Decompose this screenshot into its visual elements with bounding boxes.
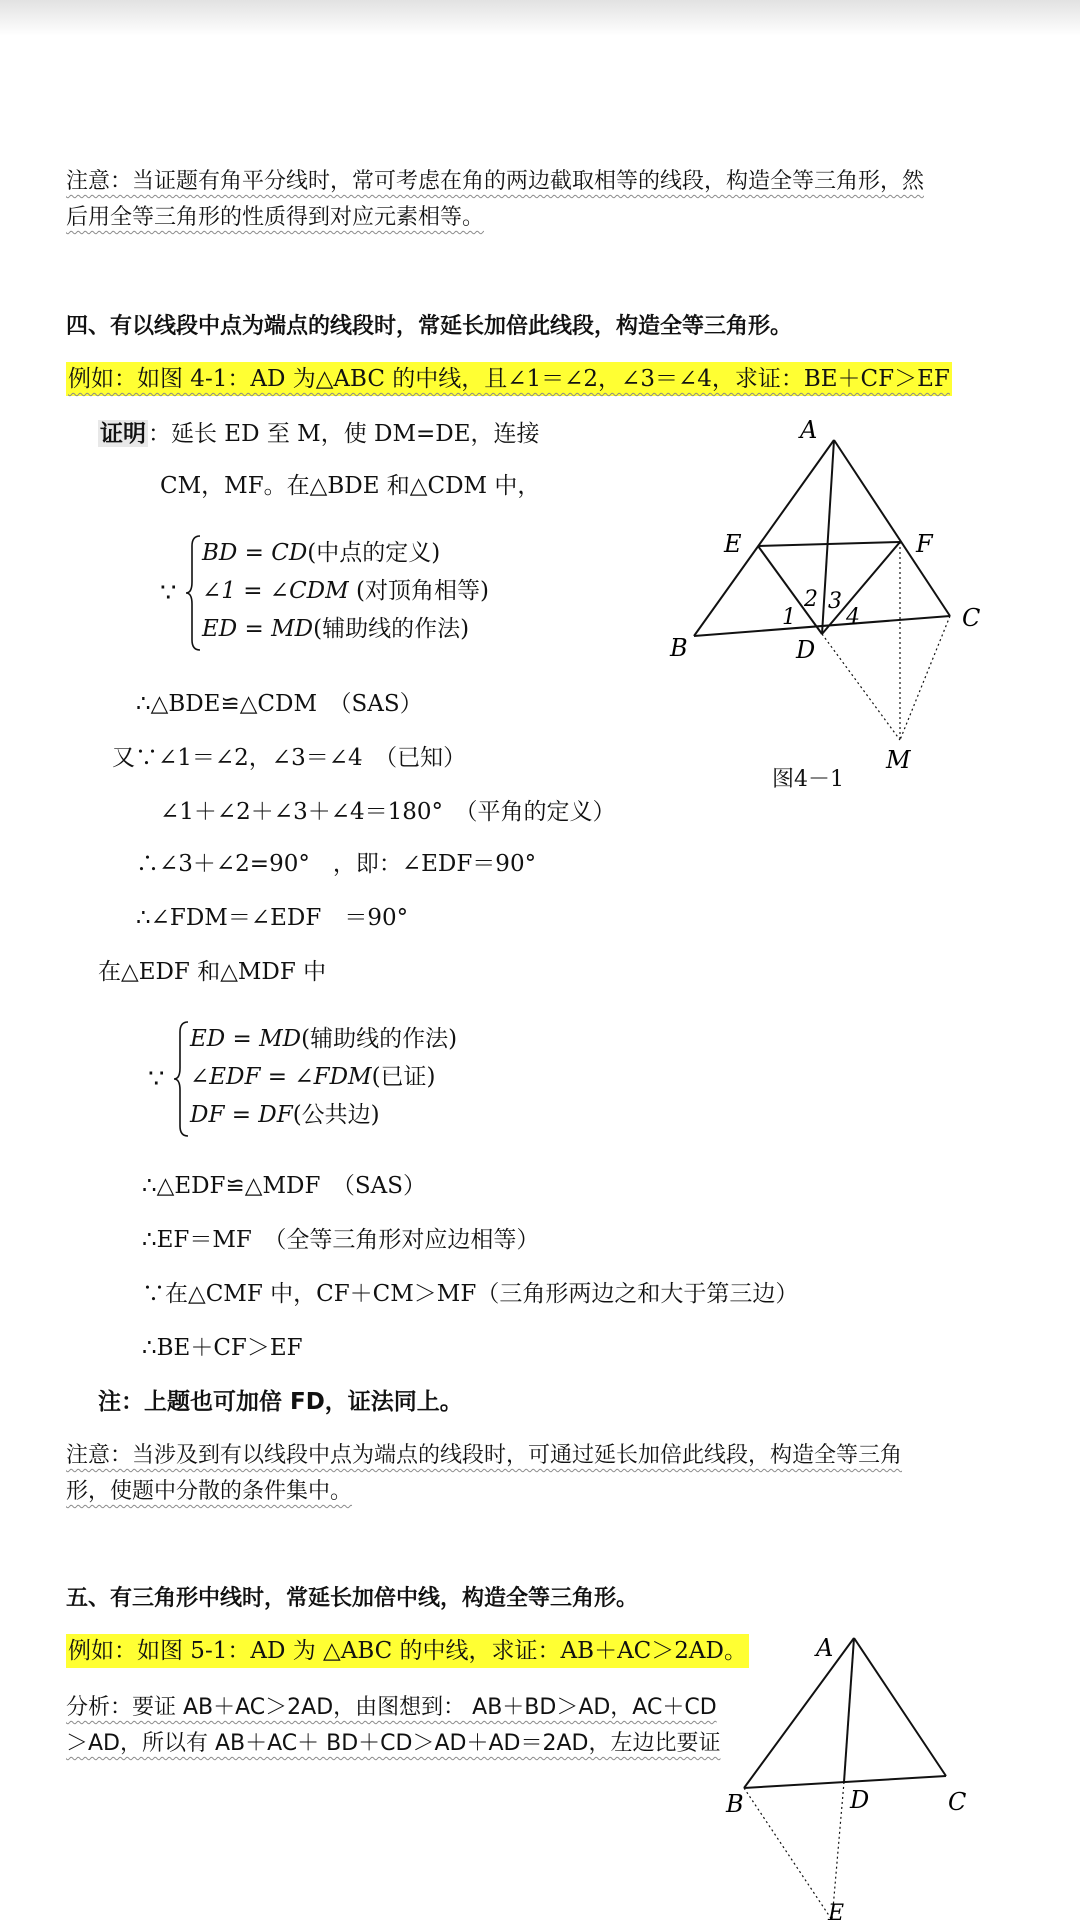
sys1-row1-left: BD = CD [202, 540, 308, 566]
fig5-segment-BE [744, 1788, 832, 1920]
sys2-row2-left: ∠EDF = ∠FDM [190, 1064, 372, 1090]
figure-5-1 [716, 1620, 1016, 1920]
label-C: C [962, 604, 981, 632]
equation-system-2 [148, 1020, 488, 1140]
sys1-row1-note: (中点的定义) [307, 540, 441, 566]
fig5-segment-AD [844, 1638, 854, 1782]
note2-line2: 形，使题中分散的条件集中。 [66, 1479, 353, 1504]
label-E: E [724, 530, 742, 558]
segment-DM [822, 634, 900, 740]
proof-intro [98, 416, 540, 452]
sys1-row3 [202, 610, 469, 648]
step-4: ∴∠3＋∠2=90° ，即：∠EDF＝90° [136, 851, 537, 877]
fig5-label-C: C [948, 1788, 967, 1816]
example-4-1 [66, 362, 952, 396]
step-7: ∴△EDF≌△MDF （SAS） [142, 1173, 427, 1199]
example-4-1-text: 例如：如图 4-1：AD 为△ABC 的中线，且∠1＝∠2，∠3＝∠4，求证：BE＋CF＞EF [68, 366, 950, 392]
step-3: ∠1＋∠2＋∠3＋∠4＝180° （平角的定义） [160, 799, 616, 825]
segment-AC [834, 440, 950, 616]
step-1: ∴△BDE≌△CDM （SAS） [136, 691, 423, 717]
sys2-row3 [190, 1096, 380, 1134]
sys1-row2-left: ∠1 = ∠CDM [202, 578, 349, 604]
sys2-row2 [190, 1058, 436, 1096]
sys2-row3-left: DF = DF [190, 1102, 293, 1128]
fig5-label-D: D [850, 1786, 870, 1814]
proof-label: 证明 [100, 420, 146, 447]
sys1-row1 [202, 534, 440, 572]
segment-CM [900, 616, 950, 740]
figure-4-1 [660, 410, 1000, 800]
analysis-line1: 分析：要证 AB＋AC＞2AD，由图想到： AB＋BD＞AD，AC＋CD [66, 1695, 717, 1720]
sys1-row2 [202, 572, 489, 610]
section5-heading: 五、有三角形中线时，常延长加倍中线，构造全等三角形。 [66, 1586, 639, 1611]
top-shadow-bar [0, 0, 1080, 36]
step-8: ∴EF＝MF （全等三角形对应边相等） [142, 1227, 540, 1253]
label-B: B [670, 634, 688, 662]
step-9: ∵在△CMF 中，CF＋CM＞MF（三角形两边之和大于第三边） [142, 1281, 799, 1307]
figure-4-1-caption: 图4－1 [772, 767, 844, 792]
sys1-row2-note: (对顶角相等) [348, 578, 489, 604]
label-A: A [800, 416, 818, 444]
example-5-1: 例如：如图 5-1：AD 为 △ABC 的中线，求证：AB＋AC＞2AD。 [66, 1634, 749, 1668]
label-angle-1: 1 [782, 605, 796, 630]
step-5: ∴∠FDM＝∠EDF ＝90° [136, 905, 409, 931]
sys2-row1-left: ED = MD [190, 1026, 302, 1052]
step-6: 在△EDF 和△MDF 中 [98, 959, 327, 985]
left-brace-2 [172, 1020, 190, 1138]
label-M: M [886, 746, 911, 774]
left-brace-1 [184, 534, 202, 652]
fig5-label-E: E [828, 1901, 845, 1920]
proof-line2: CM，MF。在△BDE 和△CDM 中， [160, 473, 541, 499]
section4-heading: 四、有以线段中点为端点的线段时，常延长加倍此线段，构造全等三角形。 [66, 314, 793, 339]
sys1-row3-note: (辅助线的作法) [313, 616, 470, 642]
analysis-line2: ＞AD，所以有 AB＋AC＋ BD＋CD＞AD＋AD＝2AD，左边比要证 [66, 1731, 721, 1756]
label-angle-2: 2 [804, 587, 818, 612]
fig5-label-A: A [816, 1634, 834, 1662]
step-10: ∴BE＋CF＞EF [142, 1335, 303, 1361]
proof-line1: ：延长 ED 至 M，使 DM=DE，连接 [148, 421, 540, 447]
note1-line2: 后用全等三角形的性质得到对应元素相等。 [66, 205, 485, 230]
sys2-row3-note: (公共边) [292, 1102, 380, 1128]
fig5-label-B: B [726, 1790, 744, 1818]
step-2: 又∵∠1＝∠2，∠3＝∠4 （已知） [112, 745, 467, 771]
fig5-segment-AB [744, 1638, 854, 1788]
label-angle-4: 4 [846, 605, 860, 630]
because-symbol-1: ∵ [160, 578, 177, 608]
label-angle-3: 3 [828, 589, 842, 614]
remark: 注：上题也可加倍 FD，证法同上。 [98, 1389, 463, 1415]
sys2-row1-note: (辅助线的作法) [301, 1026, 458, 1052]
because-symbol-2: ∵ [148, 1064, 165, 1094]
note2-line1: 注意：当涉及到有以线段中点为端点的线段时，可通过延长加倍此线段，构造全等三角 [66, 1443, 903, 1468]
fig5-segment-DE [832, 1782, 844, 1920]
sys1-row3-left: ED = MD [202, 616, 314, 642]
label-D: D [796, 636, 816, 664]
sys2-row2-note: (已证) [371, 1064, 436, 1090]
segment-EF [758, 542, 900, 546]
label-F: F [916, 530, 933, 558]
note1-line1: 注意：当证题有角平分线时，常可考虑在角的两边截取相等的线段，构造全等三角形，然 [66, 169, 925, 194]
sys2-row1 [190, 1020, 457, 1058]
equation-system-1 [160, 534, 500, 654]
fig5-segment-AC [854, 1638, 946, 1776]
